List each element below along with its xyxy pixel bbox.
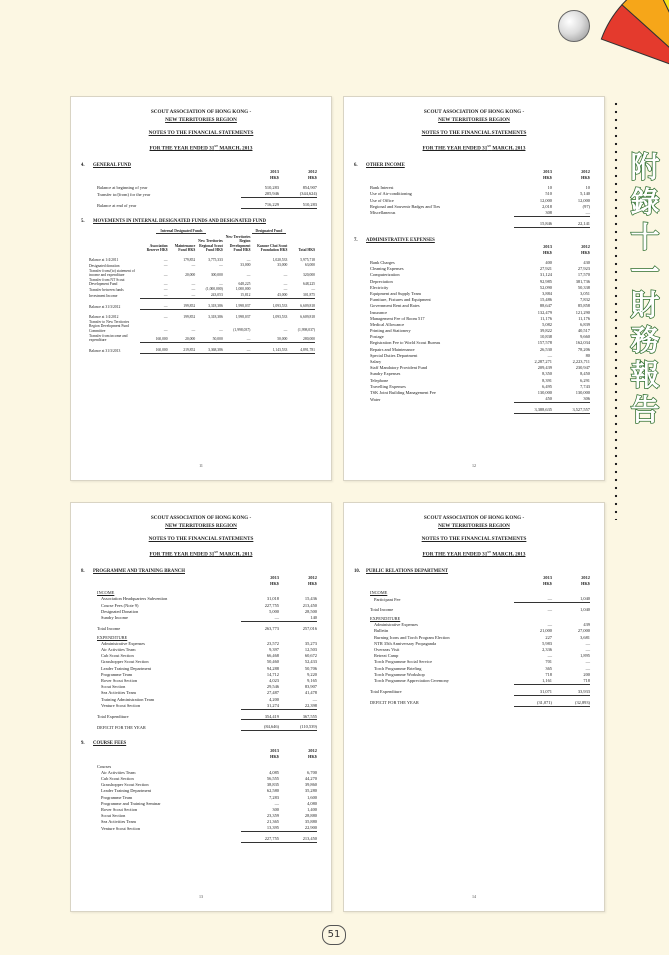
movements-section <box>81 219 317 354</box>
table-row: Salary 2,287,271 2,223,711 <box>370 359 590 365</box>
table-row: Bank Interest 10 10 <box>370 185 590 191</box>
grey-ball-decoration <box>558 10 590 42</box>
org-name: SCOUT ASSOCIATION OF HONG KONG - <box>423 515 525 521</box>
table-row: Grasshopper Scout Section 50,460 52,433 <box>101 659 317 665</box>
statement-page-14 <box>343 502 605 912</box>
admin-expenses-section <box>354 238 590 414</box>
appendix-title: 附錄十一 <box>630 150 660 289</box>
column-header: 2013 2012 <box>270 747 317 753</box>
movements-table <box>89 229 315 354</box>
table-row: Torch Programme Workshop 718 200 <box>374 671 590 677</box>
table-row: Transfer from/(to) statement of income and expenditure — 20,000 300,000 — — 320,000 <box>89 268 315 278</box>
table-row: Leader Training Department 94,288 50,706 <box>101 665 317 671</box>
table-subhead: EXPENDITURE <box>370 616 401 622</box>
page-header <box>344 109 604 153</box>
table-row-total: 15,846 22,141 <box>370 216 590 227</box>
table-row: Torch Programme Appreciation Ceremony 1,161 718 <box>374 677 590 684</box>
table-row: Transfer between funds — — (1,000,000) 1,000,000 — — <box>89 287 315 292</box>
table-row: Management Fee of Room 517 11,176 11,176 <box>370 315 590 321</box>
org-region: NEW TERRITORIES REGION <box>438 116 510 123</box>
org-region: NEW TERRITORIES REGION <box>165 522 237 529</box>
org-region: NEW TERRITORIES REGION <box>438 522 510 529</box>
section-title: MOVEMENTS IN INTERNAL DESIGNATED FUNDS AND DESIGNATED FUND <box>93 219 266 225</box>
table-row: Repairs and Maintenance 26,530 78,206 <box>370 346 590 352</box>
table-row: Sea Activities Team 21,365 35,880 <box>101 819 317 825</box>
table-row-total: DEFICIT FOR THE YEAR (84,646) (110,539) <box>97 720 317 731</box>
table-row-total: Total Expenditure 354,419 367,555 <box>97 713 317 720</box>
section-title: PUBLIC RELATIONS DEPARTMENT <box>366 568 449 574</box>
page-header <box>344 515 604 559</box>
table-row: Programme Team 7,283 1,600 <box>101 794 317 800</box>
column-year: 2013 <box>270 169 279 175</box>
year-title: FOR THE YEAR ENDED 31ST MARCH, 2013 <box>149 549 253 558</box>
table-row: Scout Section 29,546 83,907 <box>101 684 317 690</box>
course-fees-table <box>97 747 317 843</box>
table-row: Bulletin 21,000 27,000 <box>374 628 590 634</box>
table-row: Computerization 31,124 17,570 <box>370 272 590 278</box>
table-row: Air Activities Team 4,085 6,700 <box>101 769 317 775</box>
table-row: Regional and Souvenir Badges and Ties 2,018 (97) <box>370 203 590 209</box>
table-row-total: Total Income 263,773 257,016 <box>97 625 317 631</box>
page-footer-number: 11 <box>199 463 203 468</box>
column-header: Association Reserve HK$ <box>146 243 168 253</box>
table-row: NTR 35th Anniversary Propaganda 5,983 — <box>374 640 590 646</box>
table-row: Administrative Expenses 23,572 35,273 <box>101 640 317 646</box>
column-year: 2012 <box>308 169 317 175</box>
page-footer-number: 14 <box>472 894 476 899</box>
table-row: Venture Scout Section 31,274 22,398 <box>101 702 317 709</box>
section-number: 5. <box>81 219 85 225</box>
table-row: Balance at beginning of year 510,283 854,907 <box>97 185 317 191</box>
table-row: Special Duties Department — 80 <box>370 352 590 358</box>
table-row: Rover Scout Section 4,023 9,165 <box>101 677 317 683</box>
table-row: Air Activities Team 9,397 12,503 <box>101 647 317 653</box>
table-row: Association Headquarters Subvention 31,018 15,436 <box>101 596 317 602</box>
table-row: Sundry Expenses 8,350 8,450 <box>370 371 590 377</box>
table-row-total: DEFICIT FOR THE YEAR (31,071) (32,893) <box>370 695 590 706</box>
table-row: Programme Team 14,712 9,220 <box>101 671 317 677</box>
page-footer-number: 12 <box>472 463 476 468</box>
page-header <box>71 109 331 153</box>
column-header: HK$ HK$ <box>269 753 317 759</box>
column-header: 2013 2012 <box>543 169 590 175</box>
dotted-line-decoration <box>614 100 618 520</box>
table-row: Bank Charges 400 430 <box>370 260 590 266</box>
year-title: FOR THE YEAR ENDED 31ST MARCH, 2013 <box>149 143 253 152</box>
table-subhead: INCOME <box>370 590 388 596</box>
table-row: Designated Donation 5,000 28,500 <box>101 608 317 614</box>
general-fund-section <box>81 163 317 209</box>
section-title: GENERAL FUND <box>93 162 131 168</box>
column-header: Total HK$ <box>298 248 315 253</box>
table-row: TSK Joint Building Management Fee 130,000 130,000 <box>370 389 590 395</box>
table-row-total: Balance at 31/3/2013 160,000 219,852 3,368,386 — 1,143,533 4,891,781 <box>89 343 315 354</box>
table-row: Use of Office 12,000 12,000 <box>370 197 590 203</box>
table-row: Designated donation — — — 33,000 33,000 63,000 <box>89 263 315 268</box>
table-row-total: Balance at 31/3/2012 — 199,852 3,318,386 1,998,037 1,093,533 6,609,818 <box>89 298 315 309</box>
column-header: HK$ HK$ <box>269 581 317 587</box>
table-row: Participant Fee — 1,040 <box>374 596 590 602</box>
table-row: Overseas Visit 2,336 — <box>374 647 590 653</box>
table-row: Travelling Expenses 6,495 7,743 <box>370 383 590 389</box>
table-row: Course Fees (Note 9) 227,755 213,450 <box>101 602 317 608</box>
section-title: OTHER INCOME <box>366 162 405 168</box>
section-number: 4. <box>81 162 85 168</box>
statement-page-11 <box>70 96 332 481</box>
column-header: HK$ HK$ <box>542 175 590 181</box>
column-header: New Territories Region Development Fund HK$ <box>225 234 251 253</box>
public-relations-section <box>354 569 590 707</box>
column-header: New Territories Regional Scout Fund HK$ <box>198 239 223 253</box>
table-subhead: EXPENDITURE <box>97 634 128 640</box>
table-row: Torch Programme Social Service 701 — <box>374 659 590 665</box>
org-name: SCOUT ASSOCIATION OF HONG KONG - <box>423 109 525 115</box>
table-row: Registration Fee to World Scout Bureau 157,578 162,034 <box>370 340 590 346</box>
programme-table <box>97 575 317 731</box>
table-row: Furniture, Fixtures and Equipment 15,486 7,832 <box>370 297 590 303</box>
table-subhead: INCOME <box>97 590 115 596</box>
table-row-total: Balance at end of year 716,229 510,283 <box>97 198 317 209</box>
table-row-total: 3,388,635 3,527,557 <box>370 402 590 413</box>
table-row: Postage 10,838 9,660 <box>370 334 590 340</box>
other-income-section <box>354 163 590 228</box>
section-number: 6. <box>354 162 358 168</box>
table-row: Transfer to/(from) for the year 205,946 (344,624) <box>97 191 317 197</box>
table-row: Balance at 1/4/2011 — 179,852 3,775,333 — 1,020,533 5,975,718 <box>89 258 315 263</box>
section-title: PROGRAMME AND TRAINING BRANCH <box>93 568 185 574</box>
table-row-total: 227,755 213,450 <box>97 832 317 843</box>
table-row: Sea Activities Team 27,487 41,478 <box>101 690 317 696</box>
programme-section <box>81 569 317 731</box>
table-subhead: Courses <box>97 763 112 769</box>
table-row: Electricity 52,090 50,338 <box>370 284 590 290</box>
column-header: 2013 2012 <box>270 575 317 581</box>
column-header: 2013 2012 <box>543 575 590 581</box>
table-row: Rover Scout Section 300 1,400 <box>101 806 317 812</box>
column-header: Kanoor Choi Scout Foundation HK$ <box>257 243 288 253</box>
page-number: 51 <box>322 925 346 945</box>
table-row: Staff Mandatory Provident Fund 209,439 230,947 <box>370 365 590 371</box>
year-title: FOR THE YEAR ENDED 31ST MARCH, 2013 <box>422 143 526 152</box>
statement-page-12 <box>343 96 605 481</box>
table-row: Insurance 132,479 121,290 <box>370 309 590 315</box>
table-row: Transfer from income and expenditure 160,000 20,000 50,000 — 50,000 280,000 <box>89 333 315 343</box>
table-row: Equipment and Supply Team 3,884 3,051 <box>370 290 590 296</box>
table-row: Torch Programme Briefing 365 — <box>374 665 590 671</box>
org-name: SCOUT ASSOCIATION OF HONG KONG - <box>150 515 252 521</box>
org-name: SCOUT ASSOCIATION OF HONG KONG - <box>150 109 252 115</box>
table-row: Programme and Training Seminar — 4,080 <box>101 800 317 806</box>
column-header: Maintenance Fund HK$ <box>174 243 196 253</box>
table-row: Telephone 8,391 6,291 <box>370 377 590 383</box>
table-row: Retreat Camp — 1,895 <box>374 653 590 659</box>
statement-page-13 <box>70 502 332 912</box>
table-row: Cleaning Expenses 27,921 27,923 <box>370 266 590 272</box>
section-number: 9. <box>81 741 85 747</box>
column-header: 2013 2012 <box>543 243 590 249</box>
column-header: HK$ HK$ <box>542 250 590 256</box>
section-number: 7. <box>354 237 358 243</box>
table-row: Training Administration Team 4,200 — <box>101 696 317 702</box>
section-number: 8. <box>81 568 85 574</box>
column-unit: HK$ <box>269 175 279 181</box>
table-row: Transfer to New Territories Region Development Fund Committee — — — (1,998,037) — (1,998,037) <box>89 320 315 333</box>
admin-expenses-table <box>370 244 590 414</box>
public-relations-table <box>370 575 590 707</box>
course-fees-section <box>81 741 317 843</box>
notes-title: NOTES TO THE FINANCIAL STATEMENTS <box>421 130 527 137</box>
year-title: FOR THE YEAR ENDED 31ST MARCH, 2013 <box>422 549 526 558</box>
section-number: 10. <box>354 568 360 574</box>
org-region: NEW TERRITORIES REGION <box>165 116 237 123</box>
table-row: Miscellaneous 308 — <box>370 209 590 216</box>
notes-title: NOTES TO THE FINANCIAL STATEMENTS <box>148 536 254 543</box>
group-header: Internal Designated Funds <box>156 229 206 234</box>
table-row: Water 450 306 <box>370 396 590 402</box>
table-row-total: Total Expenditure 31,071 33,933 <box>370 688 590 695</box>
table-row: Medical Allowance 5,082 6,839 <box>370 321 590 327</box>
table-row: Administrative Expenses — 439 <box>374 622 590 628</box>
table-row: Investment Income — — 243,053 15,812 43,000 301,875 <box>89 292 315 298</box>
table-row: Leader Training Department 62,580 35,280 <box>101 788 317 794</box>
table-row: Cub Scout Section 66,468 60,672 <box>101 653 317 659</box>
column-unit: HK$ <box>307 175 317 181</box>
table-row: Cub Scout Section 56,555 44,270 <box>101 775 317 781</box>
page-header <box>71 515 331 559</box>
section-title: COURSE FEES <box>93 741 127 747</box>
financial-report-title: 財務報告 <box>630 288 660 427</box>
page-footer-number: 13 <box>199 894 203 899</box>
notes-title: NOTES TO THE FINANCIAL STATEMENTS <box>421 536 527 543</box>
notes-title: NOTES TO THE FINANCIAL STATEMENTS <box>148 130 254 137</box>
table-row: Use of Air-conditioning 510 5,140 <box>370 191 590 197</box>
table-row: Transfer from NT Scout Development Fund — — — 648,225 — 648,225 <box>89 278 315 287</box>
column-header: HK$ HK$ <box>542 581 590 587</box>
table-row: Printing and Stationery 39,822 40,517 <box>370 328 590 334</box>
table-row: Sundry Income — 140 <box>101 614 317 621</box>
table-row: Grasshopper Scout Section 38,835 39,860 <box>101 782 317 788</box>
table-row: Venture Scout Section 13,395 22,900 <box>101 825 317 831</box>
table-row: Scout Section 23,359 28,880 <box>101 813 317 819</box>
table-row-total: Total Income — 1,040 <box>370 607 590 613</box>
table-row: Burning Icons and Torch Program Election 227 3,681 <box>374 634 590 640</box>
table-row: Depreciation 92,985 381,736 <box>370 278 590 284</box>
general-fund-table <box>97 169 317 209</box>
table-row: Government Rent and Rates 88,647 85,858 <box>370 303 590 309</box>
table-row: Balance at 1/4/2012 — 199,852 3,318,386 1,998,037 1,093,533 6,609,818 <box>89 314 315 320</box>
other-income-table <box>370 169 590 228</box>
group-header: Designated Fund <box>252 229 287 234</box>
section-title: ADMINISTRATIVE EXPENSES <box>366 237 435 243</box>
